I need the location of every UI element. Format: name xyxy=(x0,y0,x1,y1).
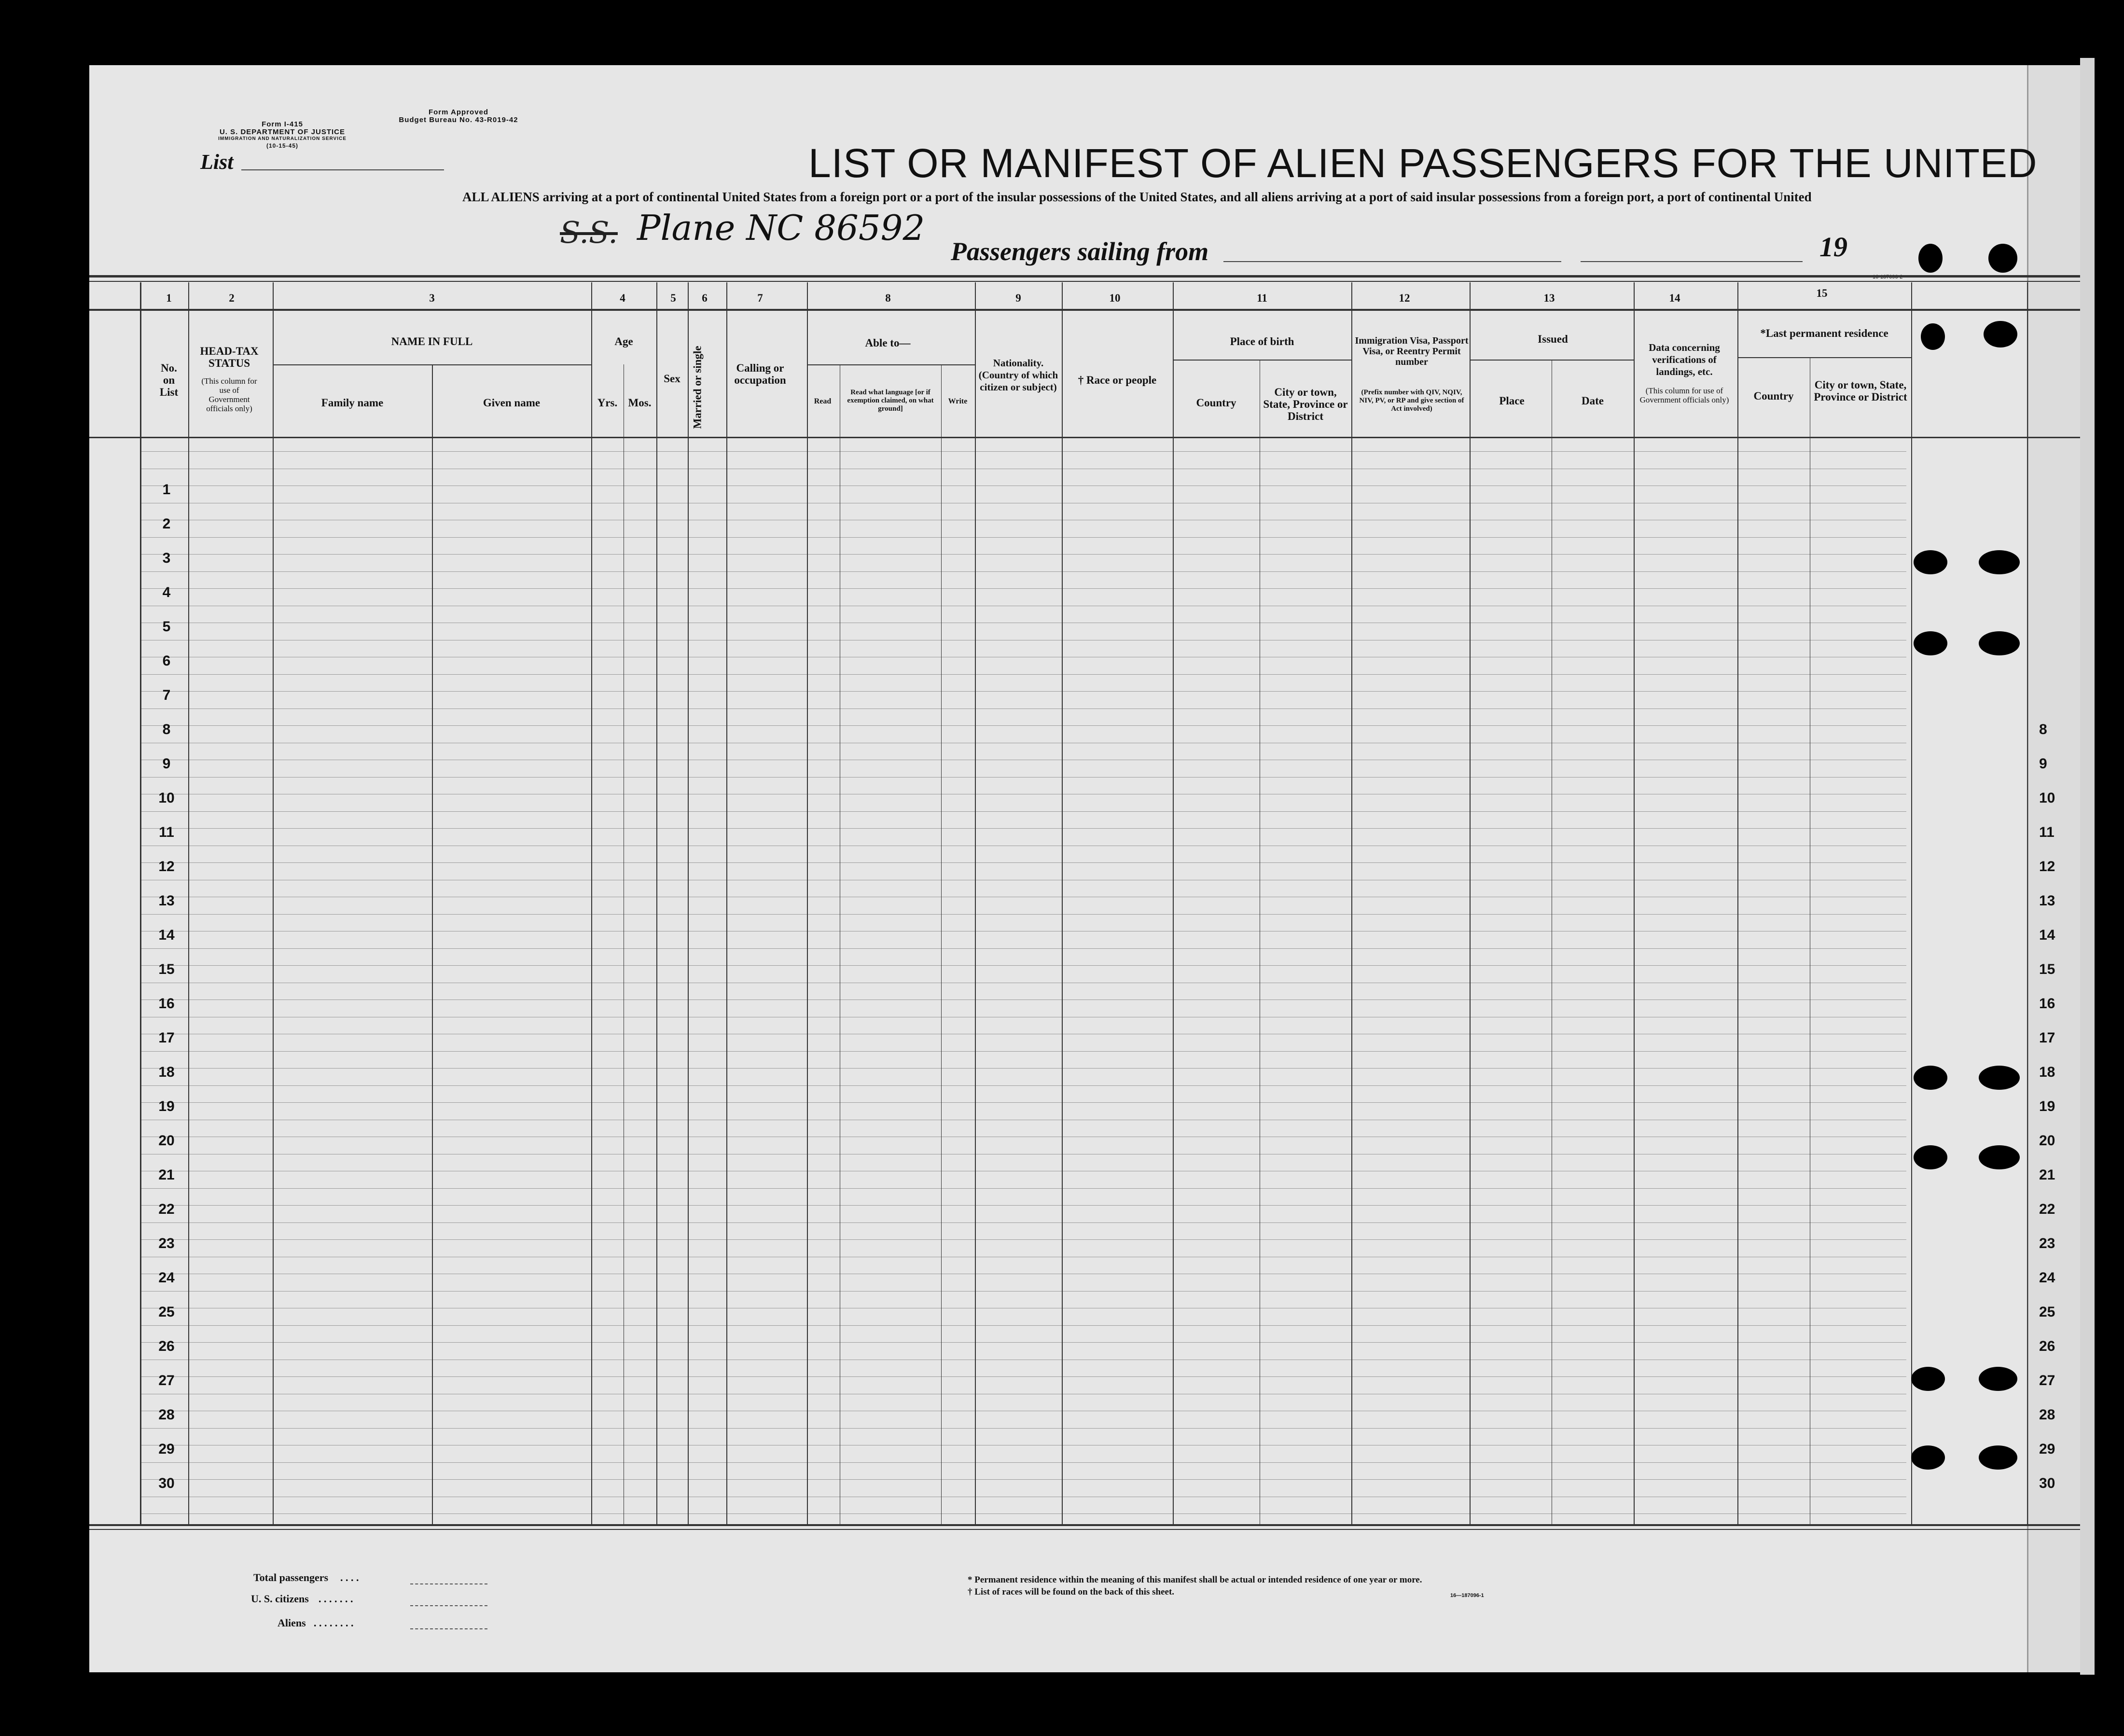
row-rule xyxy=(140,537,1906,538)
sex-header: Sex xyxy=(664,373,680,385)
row-rule xyxy=(140,691,1906,692)
row-number: 3 xyxy=(162,550,171,566)
res-country-header: Country xyxy=(1753,390,1794,402)
row-rule xyxy=(140,1376,1906,1377)
column-rule xyxy=(432,364,433,1525)
page-title: LIST OR MANIFEST OF ALIEN PASSENGERS FOR THE UNITED xyxy=(808,140,2038,186)
row-number: 29 xyxy=(158,1441,175,1457)
family-name-header: Family name xyxy=(321,397,384,409)
subtitle: ALL ALIENS arriving at a port of continental United States from a foreign port or a port of the insular possessions of the United States, and all aliens arriving at a port of said insular possessions from a foreign port, a port of continental United xyxy=(462,190,1812,204)
stub-row-number: 27 xyxy=(2039,1373,2055,1389)
issued-date-header: Date xyxy=(1582,395,1604,407)
calling-header: Calling or occupation xyxy=(734,362,786,386)
row-rule xyxy=(140,1291,1906,1292)
row-number: 11 xyxy=(159,824,174,840)
manifest-sheet xyxy=(89,65,2080,1672)
races-footnote: † List of races will be found on the back of this sheet. xyxy=(968,1587,1175,1597)
row-number: 30 xyxy=(158,1475,175,1491)
row-number: 2 xyxy=(162,516,171,532)
row-rule xyxy=(140,1239,1906,1240)
row-number: 9 xyxy=(162,756,171,772)
row-rule xyxy=(140,948,1906,949)
row-number: 1 xyxy=(162,482,171,498)
row-rule xyxy=(140,1085,1906,1086)
colnum-3: 3 xyxy=(429,292,435,304)
binder-hole xyxy=(1914,1145,1947,1169)
visa-header: Immigration Visa, Passport Visa, or Reentry Permit number xyxy=(1355,335,1469,367)
column-rule xyxy=(975,282,976,1525)
column-rule xyxy=(140,282,141,1525)
row-rule xyxy=(140,1051,1906,1052)
given-name-header: Given name xyxy=(483,397,541,409)
colnum-6: 6 xyxy=(702,292,708,304)
column-rule xyxy=(1737,282,1738,1525)
row-number: 28 xyxy=(158,1407,175,1423)
column-rule xyxy=(1173,282,1174,1525)
stub-row-number: 18 xyxy=(2039,1064,2055,1080)
row-number: 5 xyxy=(162,619,171,635)
binder-hole xyxy=(1979,1445,2017,1470)
row-number: 18 xyxy=(158,1064,175,1080)
list-line xyxy=(241,169,444,170)
struck-prefix: S.S. xyxy=(560,215,618,250)
colnum-14: 14 xyxy=(1669,292,1680,304)
column-rule xyxy=(688,282,689,1525)
department: U. S. DEPARTMENT OF JUSTICE xyxy=(219,128,346,136)
row-rule xyxy=(140,1205,1906,1206)
stub-row-number: 8 xyxy=(2039,722,2047,737)
colnum-2: 2 xyxy=(229,292,235,304)
row-rule xyxy=(140,725,1906,726)
binder-hole xyxy=(1988,244,2017,273)
row-number: 22 xyxy=(158,1201,175,1217)
yrs-header: Yrs. xyxy=(597,397,618,409)
stub-row-number: 19 xyxy=(2039,1098,2055,1114)
res-city-header: City or town, State, Province or District xyxy=(1814,379,1907,403)
binder-hole xyxy=(1979,1145,2020,1169)
stub-row-number: 26 xyxy=(2039,1338,2055,1354)
dot-leader: . . . . . . . . xyxy=(314,1617,354,1629)
stub-row-number: 14 xyxy=(2039,927,2055,943)
colnum-9: 9 xyxy=(1015,292,1021,304)
row-rule xyxy=(140,862,1906,863)
row-number: 16 xyxy=(158,996,175,1012)
colnum-7: 7 xyxy=(757,292,763,304)
stub-row-number: 29 xyxy=(2039,1441,2055,1457)
row-rule xyxy=(140,451,1906,452)
married-header: Married or single xyxy=(691,346,704,429)
form-header xyxy=(193,121,372,150)
stub-row-number: 10 xyxy=(2039,790,2055,806)
subheader-rule xyxy=(1470,360,1634,361)
vessel-name: Plane NC 86592 xyxy=(637,208,925,248)
stub-row-number: 12 xyxy=(2039,859,2055,875)
aliens-line xyxy=(410,1628,487,1629)
able-to-header: Able to— xyxy=(865,337,911,349)
table-top-rule xyxy=(89,275,2080,278)
row-rule xyxy=(140,1325,1906,1326)
subheader-rule xyxy=(807,364,975,365)
read-language-header: Read what language [or if exemption claimed, on what ground] xyxy=(847,389,934,413)
row-rule xyxy=(140,1428,1906,1429)
form-approved: Form Approved xyxy=(428,108,489,116)
column-rule xyxy=(656,282,657,1525)
total-passengers-label: Total passengers xyxy=(253,1571,329,1583)
issued-place-header: Place xyxy=(1499,395,1525,407)
colnum-1: 1 xyxy=(166,292,172,304)
list-label: List xyxy=(200,150,234,174)
table-bottom-rule-2 xyxy=(89,1529,2080,1530)
binder-hole xyxy=(1921,323,1945,350)
row-number: 10 xyxy=(158,790,175,806)
stub-row-number: 24 xyxy=(2039,1270,2055,1286)
row-number: 27 xyxy=(158,1373,175,1389)
subheader-rule xyxy=(273,364,591,365)
mos-header: Mos. xyxy=(628,397,652,409)
stub-row-number: 21 xyxy=(2039,1167,2055,1183)
row-number: 14 xyxy=(158,927,175,943)
sailing-line xyxy=(1223,261,1561,262)
birth-city-header: City or town, State, Province or District xyxy=(1263,386,1348,422)
colnum-10: 10 xyxy=(1109,292,1121,304)
row-number: 26 xyxy=(158,1338,175,1354)
form-number: Form I-415 xyxy=(262,120,303,128)
binder-hole xyxy=(1918,244,1943,273)
row-rule xyxy=(140,1222,1906,1223)
stub-row-number: 22 xyxy=(2039,1201,2055,1217)
row-number: 23 xyxy=(158,1236,175,1251)
row-rule xyxy=(140,811,1906,812)
colnum-4: 4 xyxy=(620,292,625,304)
binder-hole xyxy=(1911,1445,1945,1470)
year-prefix: 19 xyxy=(1819,231,1847,263)
sheet-edge xyxy=(2080,58,2095,1675)
sailing-label: Passengers sailing from xyxy=(951,237,1209,266)
row-number: 7 xyxy=(162,687,171,703)
row-number: 19 xyxy=(158,1098,175,1114)
stub-row-number: 25 xyxy=(2039,1304,2055,1320)
stub-row-number: 28 xyxy=(2039,1407,2055,1423)
row-rule xyxy=(140,1102,1906,1103)
row-number: 24 xyxy=(158,1270,175,1286)
dot-leader: . . . . . . . xyxy=(319,1593,353,1605)
row-rule xyxy=(140,674,1906,675)
row-number: 15 xyxy=(158,961,175,977)
nationality-header: Nationality. (Country of which citizen or subject) xyxy=(978,357,1058,393)
colnum-15: 15 xyxy=(1816,287,1828,299)
date-line xyxy=(1581,261,1803,262)
visa-note: (Prefix number with QIV, NQIV, NIV, PV, or RP and give section of Act involved) xyxy=(1359,389,1464,413)
form-code: 16—187096-1 xyxy=(1450,1593,1484,1598)
binder-hole xyxy=(1979,631,2020,655)
row-number: 20 xyxy=(158,1133,175,1149)
column-rule xyxy=(2027,282,2028,1525)
stub-row-number: 20 xyxy=(2039,1133,2055,1149)
residence-footnote: * Permanent residence within the meaning of this manifest shall be actual or intended residence of one year or more. xyxy=(968,1575,1422,1585)
subheader-rule xyxy=(1173,360,1351,361)
table-bottom-rule xyxy=(89,1524,2080,1526)
row-rule xyxy=(140,1342,1906,1343)
stub-row-number: 9 xyxy=(2039,756,2047,772)
row-number: 17 xyxy=(158,1030,175,1046)
binder-hole xyxy=(1914,550,1947,574)
column-rule xyxy=(591,282,592,1525)
row-rule xyxy=(140,828,1906,829)
birth-country-header: Country xyxy=(1196,397,1236,409)
colnum-13: 13 xyxy=(1543,292,1555,304)
row-number: 12 xyxy=(158,859,175,875)
row-rule xyxy=(140,1479,1906,1480)
row-rule xyxy=(140,777,1906,778)
stub-row-number: 30 xyxy=(2039,1475,2055,1491)
colnum-5: 5 xyxy=(670,292,676,304)
stub-row-number: 16 xyxy=(2039,996,2055,1012)
no-on-list-header: No. on List xyxy=(159,362,179,398)
name-in-full-header: NAME IN FULL xyxy=(391,335,473,347)
stub-row-number: 13 xyxy=(2039,893,2055,909)
approval-block xyxy=(386,109,531,124)
budget-number: Budget Bureau No. 43-R019-42 xyxy=(399,116,518,124)
column-rule xyxy=(1351,282,1352,1525)
head-tax-note: (This column for use of Government officials only) xyxy=(201,376,257,413)
row-number: 13 xyxy=(158,893,175,909)
row-rule xyxy=(140,554,1906,555)
row-number: 8 xyxy=(162,722,171,737)
column-rule xyxy=(1062,282,1063,1525)
column-rule xyxy=(188,282,189,1525)
binder-hole xyxy=(1914,631,1947,655)
row-rule xyxy=(140,1068,1906,1069)
column-rule xyxy=(1634,282,1635,1525)
stub-row-number: 15 xyxy=(2039,961,2055,977)
last-residence-header: *Last permanent residence xyxy=(1760,327,1888,339)
row-rule xyxy=(140,1188,1906,1189)
table-top-rule-2 xyxy=(89,281,2080,282)
colnum-rule xyxy=(89,309,2080,311)
column-rule xyxy=(807,282,808,1525)
service: IMMIGRATION AND NATURALIZATION SERVICE xyxy=(218,136,347,141)
aliens-label: Aliens xyxy=(278,1617,306,1629)
binder-hole xyxy=(1979,1367,2017,1391)
row-rule xyxy=(140,965,1906,966)
colnum-8: 8 xyxy=(885,292,891,304)
write-header: Write xyxy=(948,397,968,405)
row-rule xyxy=(140,588,1906,589)
age-header: Age xyxy=(614,335,633,347)
binder-hole xyxy=(1914,1066,1947,1090)
row-rule xyxy=(140,708,1906,709)
stub-row-number: 23 xyxy=(2039,1236,2055,1251)
row-rule xyxy=(140,914,1906,915)
race-header: † Race or people xyxy=(1078,374,1157,386)
head-tax-header: HEAD-TAX STATUS xyxy=(200,345,259,369)
binder-hole xyxy=(1979,550,2020,574)
column-rule xyxy=(1470,282,1471,1525)
stub-row-number: 17 xyxy=(2039,1030,2055,1046)
column-rule xyxy=(726,282,727,1525)
place-of-birth-header: Place of birth xyxy=(1230,335,1294,347)
column-rule xyxy=(1911,282,1912,1525)
total-passengers-line xyxy=(410,1583,487,1584)
column-rule xyxy=(273,282,274,1525)
issued-header: Issued xyxy=(1538,333,1568,345)
row-rule xyxy=(140,1462,1906,1463)
us-citizens-line xyxy=(410,1605,487,1606)
row-rule xyxy=(140,571,1906,572)
date-code: (10-15-45) xyxy=(266,142,299,149)
subheader-rule xyxy=(1737,357,1911,358)
read-header: Read xyxy=(814,397,832,405)
colnum-11: 11 xyxy=(1257,292,1267,304)
stub-row-number: 11 xyxy=(2039,824,2055,840)
row-number: 4 xyxy=(162,584,171,600)
verification-note: (This column for use of Government officials only) xyxy=(1639,386,1729,404)
dot-leader: . . . . xyxy=(340,1571,359,1583)
us-citizens-label: U. S. citizens xyxy=(251,1593,309,1605)
binder-hole xyxy=(1984,321,2017,347)
row-number: 21 xyxy=(158,1167,175,1183)
row-number: 25 xyxy=(158,1304,175,1320)
colnum-12: 12 xyxy=(1399,292,1410,304)
binder-hole xyxy=(1979,1066,2020,1090)
row-number: 6 xyxy=(162,653,171,669)
column-rule xyxy=(941,364,942,1525)
verification-header: Data concerning verifications of landings, etc. xyxy=(1649,342,1720,377)
binder-hole xyxy=(1911,1367,1945,1391)
header-bottom-rule xyxy=(89,437,2080,438)
